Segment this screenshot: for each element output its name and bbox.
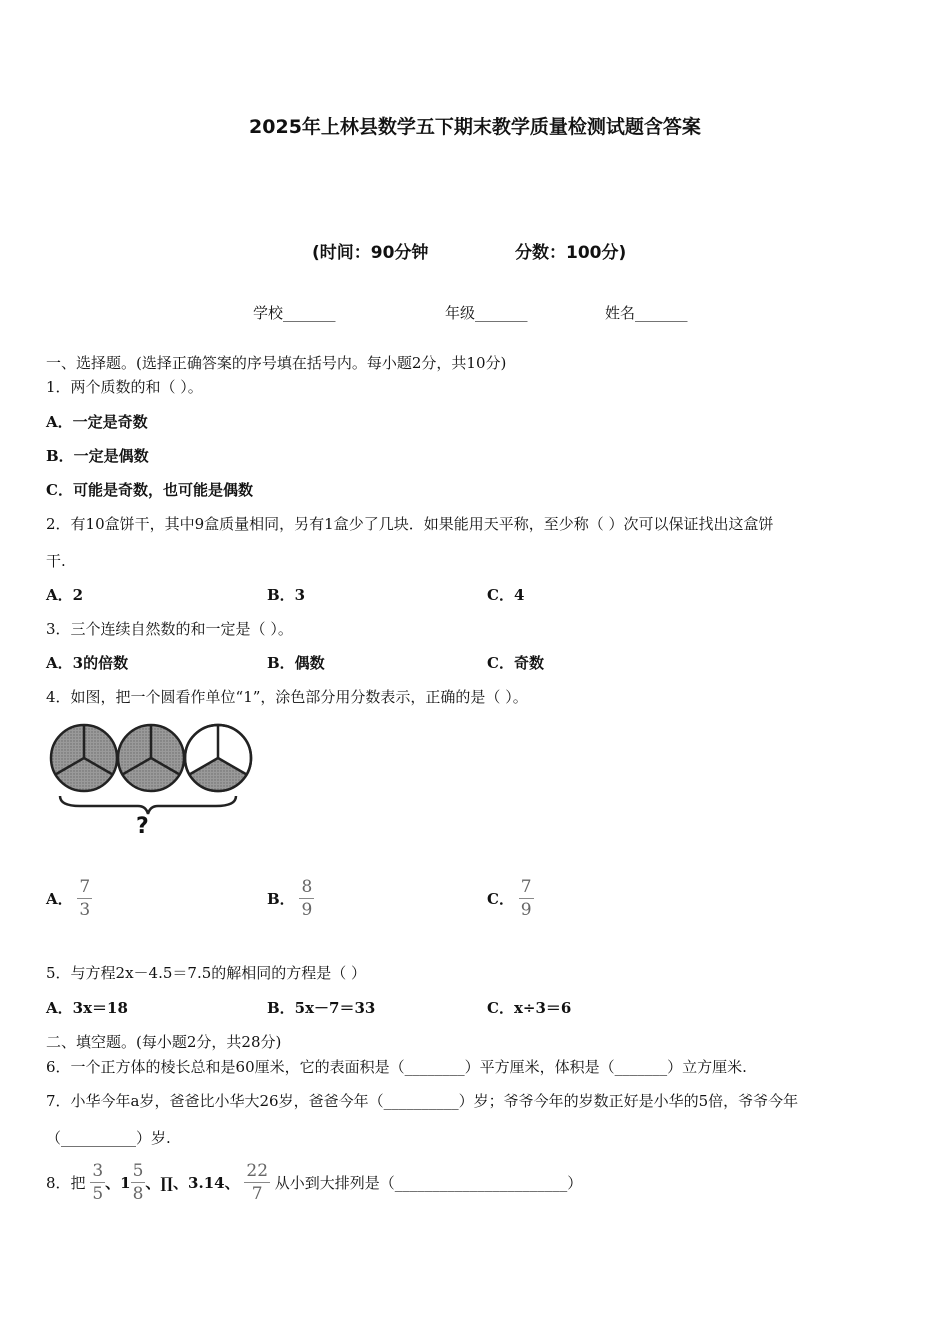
q4-question-mark: ? <box>136 814 149 839</box>
circle-1 <box>51 725 117 791</box>
fraction-denominator: 7 <box>251 1184 263 1204</box>
exam-score: 分数：100分) <box>515 243 627 263</box>
section1-heading: 一、选择题。(选择正确答案的序号填在括号内。每小题2分，共10分) <box>46 354 507 372</box>
fraction-numerator: 3 <box>92 1161 104 1181</box>
q5-option-b: B．5x－7＝33 <box>267 999 376 1017</box>
fraction-numerator: 7 <box>79 877 91 897</box>
q4-option-c-fraction <box>519 876 534 921</box>
brace <box>60 796 236 814</box>
q4-option-c-label: C． <box>487 890 514 908</box>
fraction-numerator: 7 <box>520 877 532 897</box>
q3-stem: 3．三个连续自然数的和一定是（ ）。 <box>46 620 293 638</box>
exam-time: (时间：90分钟 <box>312 243 429 263</box>
fraction-numerator: 8 <box>301 877 313 897</box>
q4-stem: 4．如图，把一个圆看作单位“1”，涂色部分用分数表示，正确的是（ ）。 <box>46 688 528 706</box>
q8-mid: 、∏、3.14、 <box>145 1174 240 1192</box>
section2-heading: 二、填空题。(每小题2分，共28分) <box>46 1033 282 1051</box>
q8-fraction-2 <box>131 1160 146 1205</box>
q2-option-a: A．2 <box>46 586 84 604</box>
q2-stem-line1: 2．有10盒饼干，其中9盒质量相同，另有1盒少了几块．如果能用天平称，至少称（ ）次可以保证找出这盒饼 <box>46 515 774 533</box>
circle-3 <box>185 725 251 791</box>
q3-option-b: B．偶数 <box>267 654 325 672</box>
q8-stem <box>46 1160 582 1205</box>
q5-stem: 5．与方程2x－4.5＝7.5的解相同的方程是（ ） <box>46 964 367 982</box>
q8-fraction-3 <box>244 1160 270 1205</box>
grade-field: 年级_______ <box>445 304 528 322</box>
q1-option-b: B．一定是偶数 <box>46 447 149 465</box>
q7-stem-line2: （__________）岁. <box>46 1129 171 1147</box>
q8-fraction-1 <box>90 1160 105 1205</box>
q1-stem: 1．两个质数的和（ ）。 <box>46 378 203 396</box>
q4-option-b <box>267 876 314 921</box>
fraction-denominator: 9 <box>520 900 532 920</box>
fraction-denominator: 3 <box>79 900 91 920</box>
fraction-denominator: 5 <box>92 1184 104 1204</box>
school-field: 学校_______ <box>253 304 336 322</box>
q5-option-c: C．x÷3＝6 <box>487 999 572 1017</box>
fraction-denominator: 9 <box>301 900 313 920</box>
page-title: 2025年上林县数学五下期末教学质量检测试题含答案 <box>249 116 701 138</box>
fraction-denominator: 8 <box>132 1184 144 1204</box>
fraction-numerator: 22 <box>246 1161 269 1181</box>
q1-option-c: C．可能是奇数，也可能是偶数 <box>46 481 253 499</box>
q4-option-c <box>487 876 534 921</box>
q4-option-b-label: B． <box>267 890 295 908</box>
q6-stem: 6．一个正方体的棱长总和是60厘米，它的表面积是（________）平方厘米，体积是（_______）立方厘米. <box>46 1058 747 1076</box>
q2-option-b: B．3 <box>267 586 306 604</box>
q4-option-a <box>46 876 92 921</box>
q8-sep1: 、1 <box>105 1174 131 1192</box>
q4-circles-figure <box>46 722 258 846</box>
q4-option-a-label: A． <box>46 890 73 908</box>
q4-option-b-fraction <box>299 876 314 921</box>
q5-option-a: A．3x＝18 <box>46 999 128 1017</box>
circle-2 <box>118 725 184 791</box>
q1-option-a: A．一定是奇数 <box>46 413 148 431</box>
q8-prefix: 8．把 <box>46 1174 86 1192</box>
q2-option-c: C．4 <box>487 586 525 604</box>
q4-option-a-fraction <box>77 876 92 921</box>
q2-stem-line2: 干. <box>46 552 66 570</box>
q8-suffix: 从小到大排列是（_______________________） <box>274 1174 583 1192</box>
q3-option-a: A．3的倍数 <box>46 654 129 672</box>
q7-stem-line1: 7．小华今年a岁，爸爸比小华大26岁，爸爸今年（__________）岁；爷爷今年的岁数正好是小华的5倍，爷爷今年 <box>46 1092 799 1110</box>
q3-option-c: C．奇数 <box>487 654 544 672</box>
name-field: 姓名_______ <box>605 304 688 322</box>
fraction-numerator: 5 <box>132 1161 144 1181</box>
